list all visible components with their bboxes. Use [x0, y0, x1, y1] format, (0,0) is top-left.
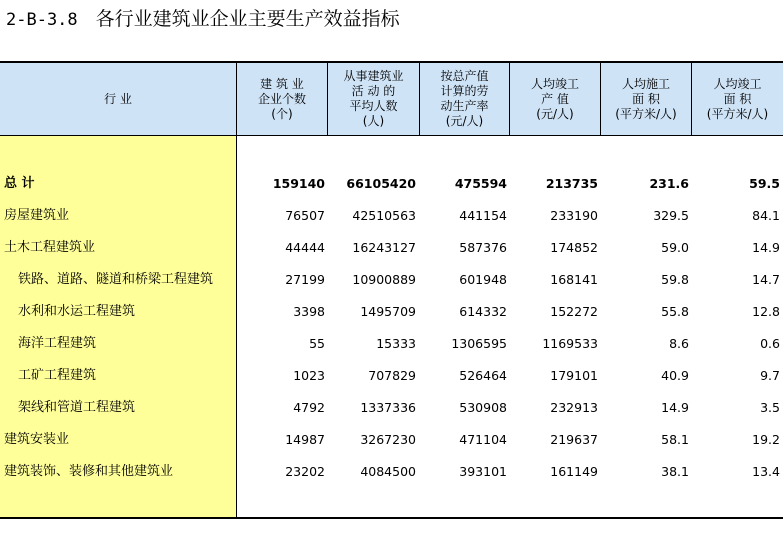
row-label: 总 计	[4, 176, 35, 191]
cell-enterprise-count: 14987	[285, 432, 325, 447]
cell-enterprise-count: 4792	[293, 400, 325, 415]
cell-completed-area: 3.5	[760, 400, 780, 415]
cell-average-employees: 16243127	[352, 240, 416, 255]
row-label: 土木工程建筑业	[4, 240, 96, 255]
cell-average-employees: 1337336	[360, 400, 416, 415]
cell-labor-productivity: 441154	[459, 208, 507, 223]
cell-completed-area: 19.2	[752, 432, 780, 447]
cell-completed-area: 9.7	[760, 368, 780, 383]
cell-average-employees: 1495709	[360, 304, 416, 319]
table-row	[0, 328, 783, 360]
cell-output-per-capita: 179101	[550, 368, 598, 383]
row-label: 架线和管道工程建筑	[18, 400, 136, 415]
row-label: 建筑安装业	[4, 432, 70, 447]
cell-enterprise-count: 55	[309, 336, 325, 351]
cell-labor-productivity: 475594	[454, 176, 507, 191]
cell-enterprise-count: 23202	[285, 464, 325, 479]
row-label: 水利和水运工程建筑	[18, 304, 136, 319]
header-labor-productivity: 按总产值 计算的劳 动生产率 (元/人)	[440, 69, 489, 128]
cell-labor-productivity: 614332	[459, 304, 507, 319]
table-row	[0, 264, 783, 296]
cell-enterprise-count: 76507	[285, 208, 325, 223]
cell-average-employees: 4084500	[360, 464, 416, 479]
cell-construction-area: 55.8	[661, 304, 689, 319]
cell-labor-productivity: 471104	[459, 432, 507, 447]
header-construction-area-per-capita: 人均施工 面 积 (平方米/人)	[615, 76, 677, 121]
cell-enterprise-count: 159140	[272, 176, 325, 191]
cell-average-employees: 42510563	[352, 208, 416, 223]
cell-output-per-capita: 168141	[550, 272, 598, 287]
header-rule	[0, 135, 783, 136]
table-code: 2-B-3.8	[6, 10, 78, 30]
table-row	[0, 424, 783, 456]
cell-labor-productivity: 587376	[459, 240, 507, 255]
cell-output-per-capita: 232913	[550, 400, 598, 415]
cell-completed-area: 59.5	[749, 176, 780, 191]
cell-labor-productivity: 526464	[459, 368, 507, 383]
cell-output-per-capita: 152272	[550, 304, 598, 319]
table-row	[0, 360, 783, 392]
table-row	[0, 200, 783, 232]
cell-construction-area: 40.9	[661, 368, 689, 383]
cell-construction-area: 231.6	[649, 176, 689, 191]
header-completed-area-per-capita: 人均竣工 面 积 (平方米/人)	[706, 76, 769, 121]
cell-enterprise-count: 3398	[293, 304, 325, 319]
cell-output-per-capita: 213735	[545, 176, 598, 191]
cell-completed-area: 14.9	[752, 240, 780, 255]
row-label: 海洋工程建筑	[18, 336, 97, 351]
cell-output-per-capita: 233190	[550, 208, 598, 223]
cell-completed-area: 84.1	[752, 208, 780, 223]
cell-construction-area: 59.8	[661, 272, 689, 287]
cell-completed-area: 0.6	[760, 336, 780, 351]
cell-average-employees: 707829	[368, 368, 416, 383]
cell-average-employees: 15333	[376, 336, 416, 351]
row-label: 房屋建筑业	[4, 208, 70, 223]
cell-labor-productivity: 393101	[459, 464, 507, 479]
cell-construction-area: 59.0	[661, 240, 689, 255]
row-label: 建筑装饰、装修和其他建筑业	[4, 464, 174, 479]
header-average-employees: 从事建筑业 活 动 的 平均人数 (人)	[343, 69, 404, 128]
bottom-rule	[0, 517, 783, 519]
header-enterprise-count: 建 筑 业 企业个数 (个)	[257, 76, 306, 121]
header-output-per-capita: 人均竣工 产 值 (元/人)	[530, 76, 579, 121]
cell-average-employees: 66105420	[346, 176, 416, 191]
cell-completed-area: 14.7	[752, 272, 780, 287]
cell-construction-area: 8.6	[669, 336, 689, 351]
cell-construction-area: 14.9	[661, 400, 689, 415]
row-label: 工矿工程建筑	[18, 368, 97, 383]
cell-construction-area: 38.1	[661, 464, 689, 479]
table-row-total	[0, 168, 783, 200]
cell-output-per-capita: 174852	[550, 240, 598, 255]
cell-output-per-capita: 161149	[550, 464, 598, 479]
header-industry: 行 业	[104, 91, 132, 106]
cell-completed-area: 12.8	[752, 304, 780, 319]
table-row	[0, 296, 783, 328]
row-label: 铁路、道路、隧道和桥梁工程建筑	[18, 272, 214, 287]
cell-completed-area: 13.4	[752, 464, 780, 479]
cell-average-employees: 10900889	[352, 272, 416, 287]
cell-labor-productivity: 1306595	[451, 336, 507, 351]
cell-output-per-capita: 1169533	[542, 336, 598, 351]
cell-enterprise-count: 27199	[285, 272, 325, 287]
cell-output-per-capita: 219637	[550, 432, 598, 447]
table-row	[0, 392, 783, 424]
cell-labor-productivity: 530908	[459, 400, 507, 415]
page-title	[6, 4, 400, 34]
table-title: 各行业建筑业企业主要生产效益指标	[95, 8, 400, 30]
cell-enterprise-count: 44444	[285, 240, 325, 255]
cell-labor-productivity: 601948	[459, 272, 507, 287]
cell-enterprise-count: 1023	[293, 368, 325, 383]
cell-average-employees: 3267230	[360, 432, 416, 447]
table-row	[0, 232, 783, 264]
cell-construction-area: 58.1	[661, 432, 689, 447]
table-row	[0, 456, 783, 488]
cell-construction-area: 329.5	[653, 208, 689, 223]
